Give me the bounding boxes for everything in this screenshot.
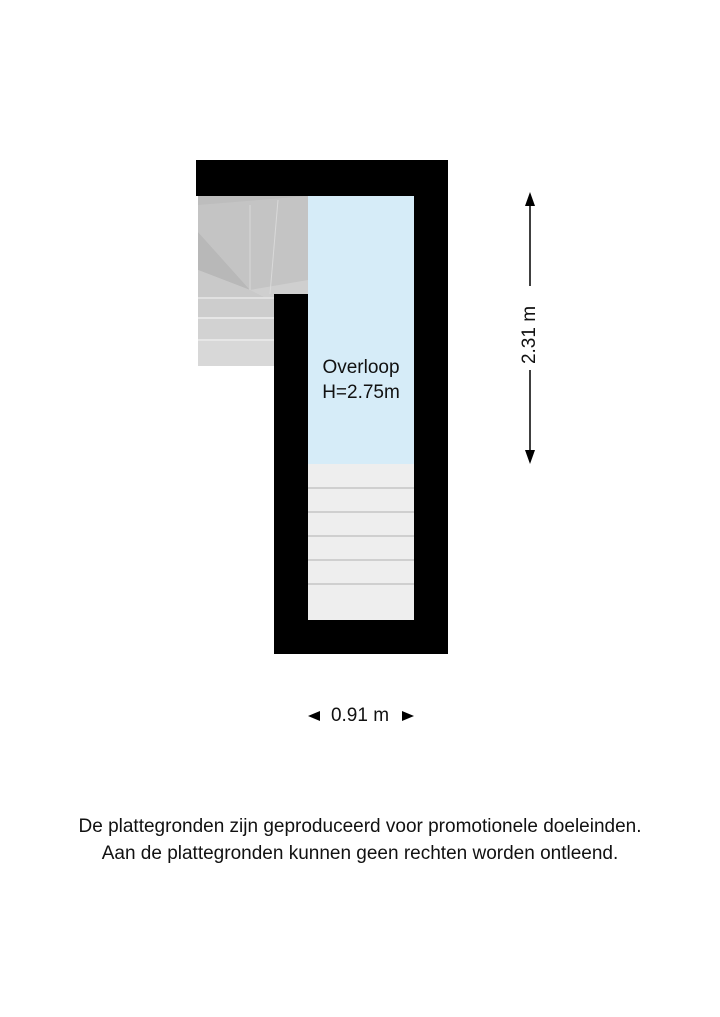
horizontal-dimension-label: 0.91 m [330, 705, 390, 726]
room-height: H=2.75m [322, 382, 400, 403]
wall-top [196, 160, 448, 196]
disclaimer-line-1: De plattegronden zijn geproduceerd voor promotionele doeleinden. [78, 816, 642, 837]
disclaimer-line-2: Aan de plattegronden kunnen geen rechten worden ontleend. [101, 843, 619, 864]
arrow-up-icon [525, 192, 535, 206]
room-overloop [308, 196, 414, 464]
vertical-dimension-label [516, 300, 544, 372]
wall-right [414, 160, 448, 654]
wall-bottom [274, 620, 448, 654]
wall-left [274, 294, 308, 654]
room-name: Overloop [322, 357, 400, 378]
vertical-dimension-value: 2.31 m [519, 305, 540, 365]
straight-stair [308, 464, 414, 620]
arrow-down-icon [525, 450, 535, 464]
